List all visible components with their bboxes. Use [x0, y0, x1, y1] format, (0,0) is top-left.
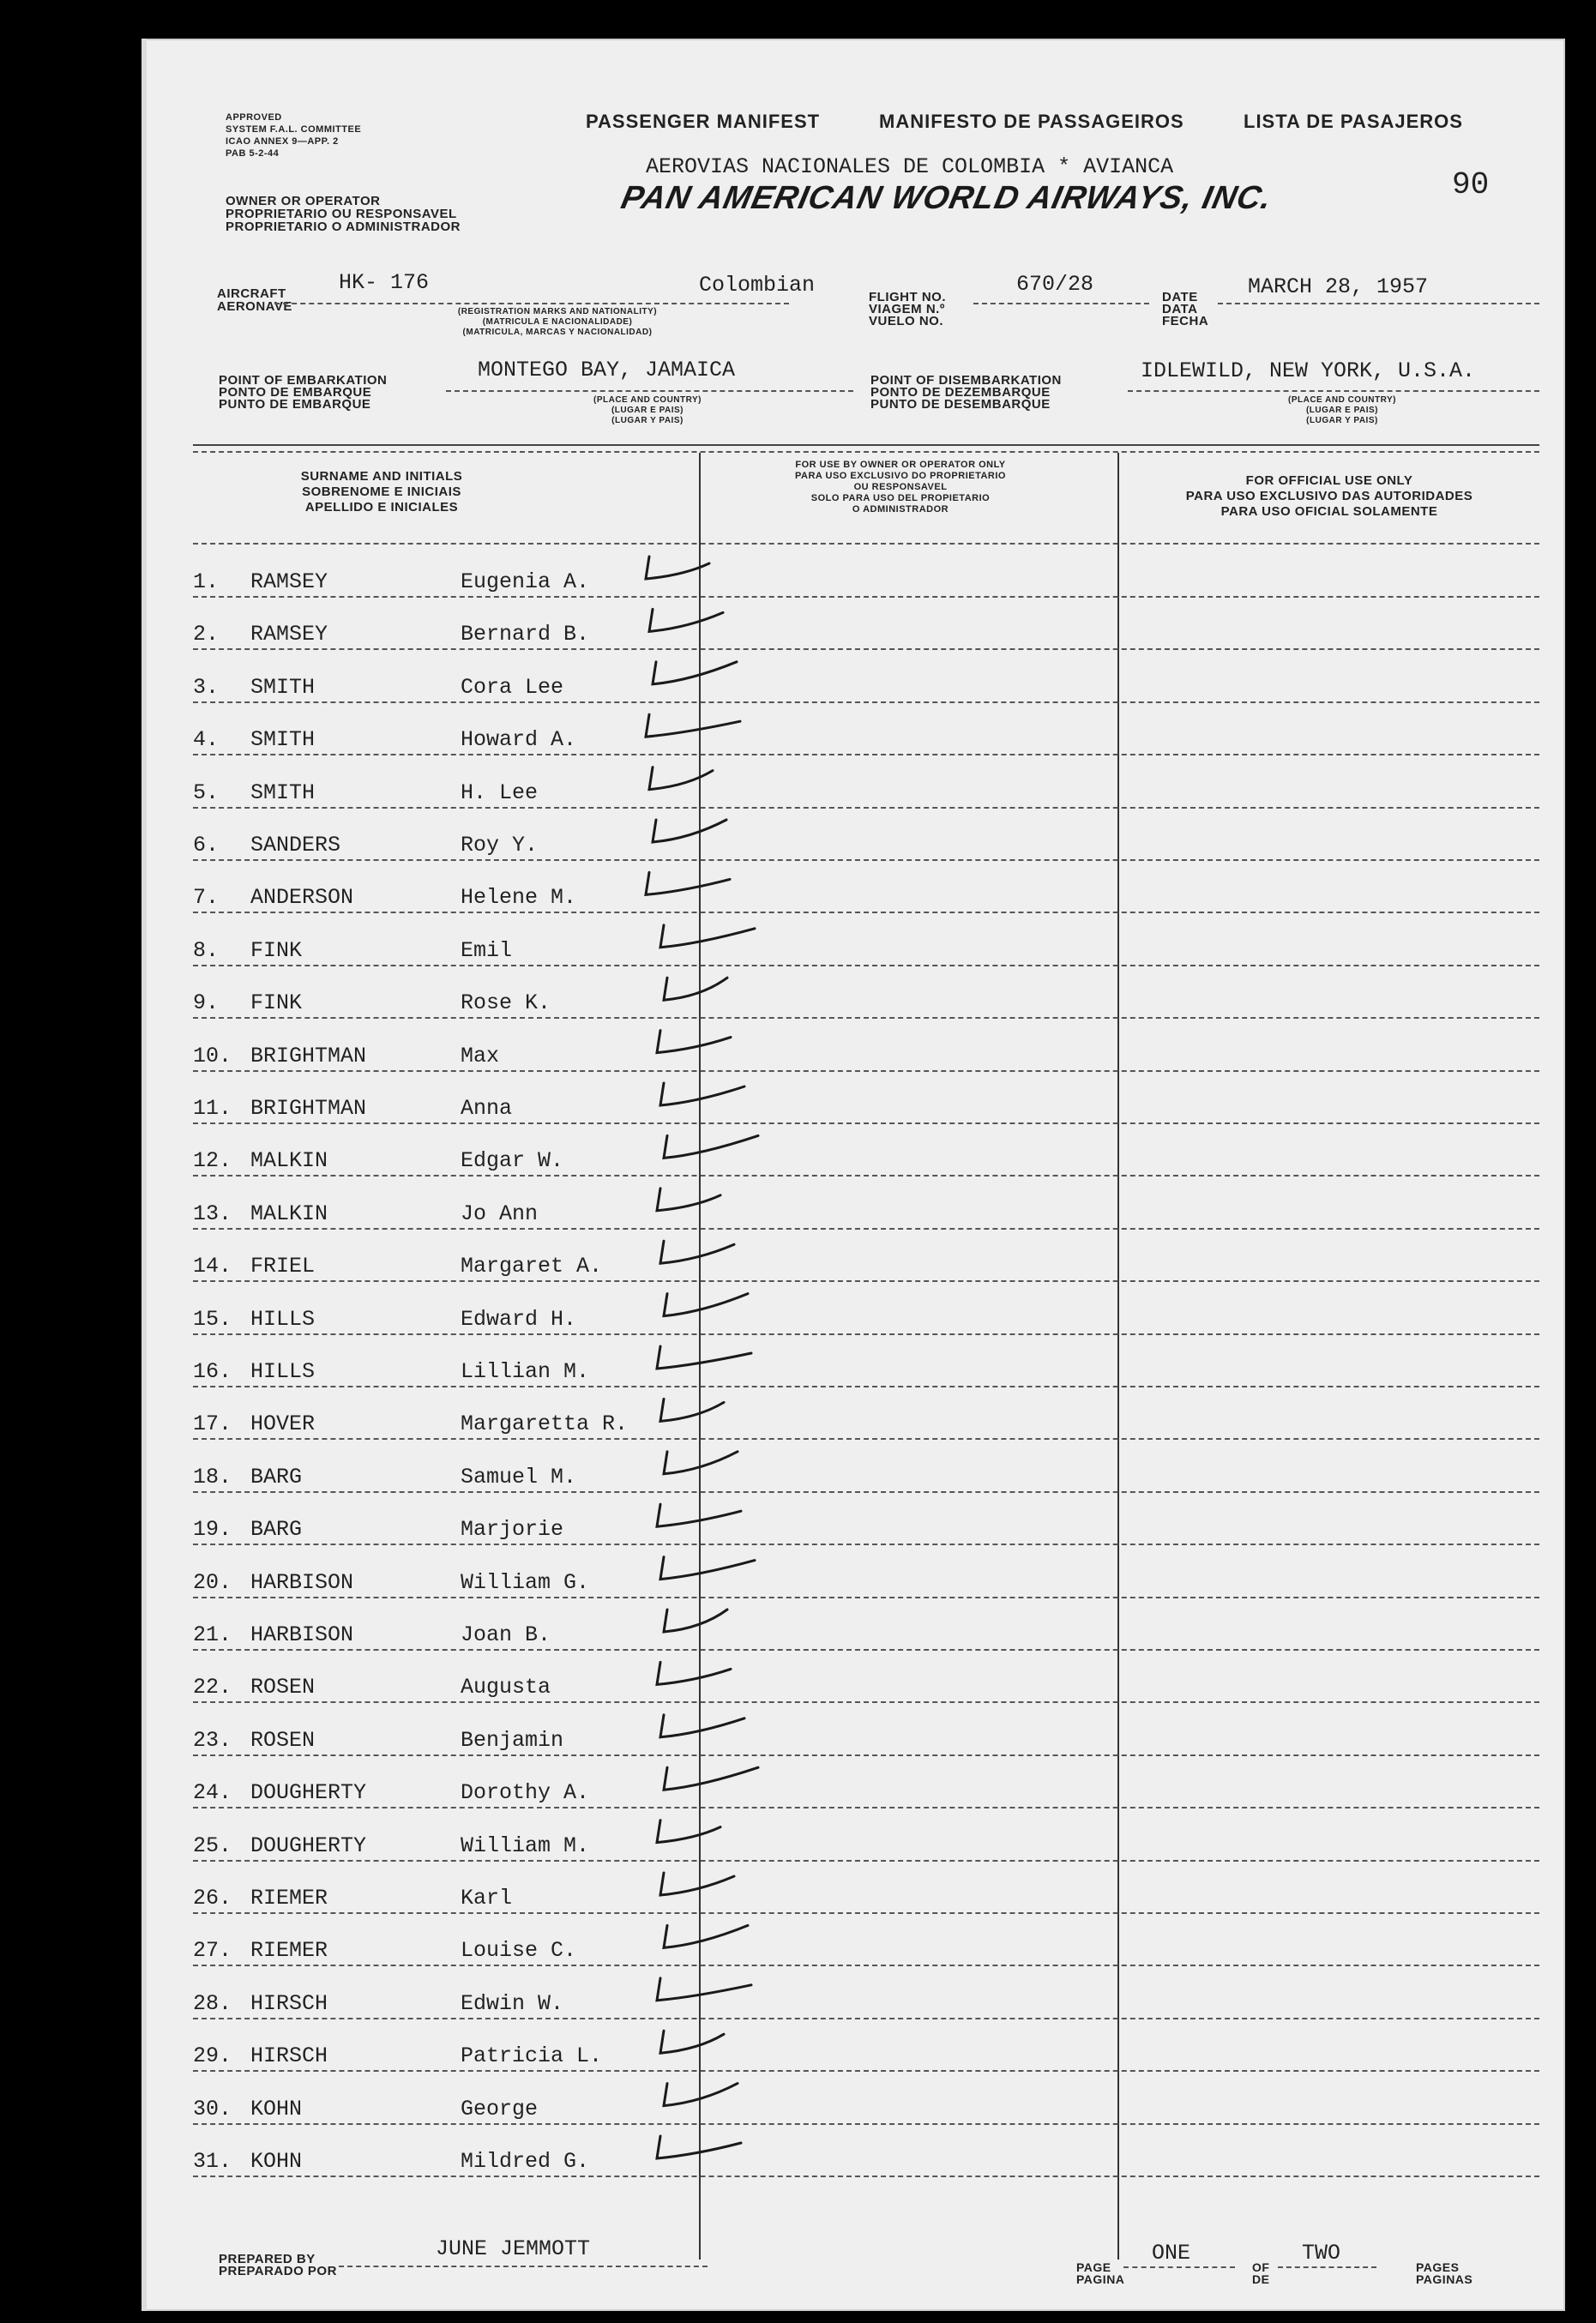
passenger-surname: SMITH: [250, 674, 316, 700]
check-mark: [657, 2136, 741, 2158]
passenger-surname: KOHN: [250, 2149, 303, 2174]
aircraft-sublabel: (REGISTRATION MARKS AND NATIONALITY): [457, 307, 658, 316]
passenger-number: 18.: [193, 1464, 232, 1489]
flight-label: FLIGHT NO.: [869, 290, 946, 304]
passenger-surname: BARG: [250, 1464, 303, 1489]
passenger-number: 4.: [193, 727, 220, 753]
passenger-surname: SANDERS: [250, 833, 341, 858]
of-label: DE: [1252, 2272, 1270, 2286]
date-label: DATA: [1162, 302, 1198, 316]
passenger-number: 9.: [193, 990, 220, 1016]
disembarkation-value: IDLEWILD, NEW YORK, U.S.A.: [1141, 358, 1476, 383]
passenger-number: 1.: [193, 569, 220, 594]
passenger-given-names: Dorothy A.: [461, 1780, 590, 1806]
check-mark: [660, 1715, 744, 1737]
passenger-given-names: Mildred G.: [461, 2149, 590, 2174]
passenger-given-names: Edgar W.: [461, 1148, 564, 1174]
passenger-surname: HILLS: [250, 1306, 316, 1332]
passenger-given-names: Margaret A.: [461, 1254, 603, 1279]
passenger-surname: ROSEN: [250, 1727, 316, 1753]
owner-use-header-line: OU RESPONSAVEL: [853, 482, 948, 492]
aircraft-nationality: Colombian: [699, 273, 816, 298]
passenger-given-names: Patricia L.: [461, 2043, 603, 2069]
passenger-surname: SMITH: [250, 779, 316, 805]
owner-label: PROPRIETARIO OU RESPONSAVEL: [226, 207, 457, 221]
passenger-given-names: Edward H.: [461, 1306, 577, 1332]
embarkation-sublabel: (LUGAR Y PAIS): [611, 416, 684, 425]
page-rule: [1123, 2266, 1235, 2268]
passenger-given-names: Bernard B.: [461, 622, 590, 647]
passenger-surname: RIEMER: [250, 1886, 328, 1911]
approval-line: SYSTEM F.A.L. COMMITTEE: [226, 124, 362, 135]
passenger-surname: BRIGHTMAN: [250, 1043, 367, 1068]
passenger-given-names: William G.: [461, 1569, 590, 1595]
passenger-surname: FINK: [250, 990, 303, 1016]
check-mark: [664, 1610, 727, 1632]
passenger-surname: MALKIN: [250, 1148, 328, 1174]
check-mark: [660, 2031, 724, 2053]
owner-label: OWNER OR OPERATOR: [226, 194, 381, 208]
passenger-given-names: Edwin W.: [461, 1990, 564, 2016]
owner-use-header-line: O ADMINISTRADOR: [852, 504, 949, 515]
check-mark: [664, 1135, 758, 1158]
check-mark: [649, 609, 723, 631]
embarkation-sublabel: (PLACE AND COUNTRY): [593, 395, 702, 405]
of-label: OF: [1252, 2260, 1270, 2274]
check-mark: [664, 1925, 748, 1947]
check-mark: [657, 1662, 731, 1684]
disembarkation-label: POINT OF DISEMBARKATION: [870, 373, 1062, 388]
passenger-number: 15.: [193, 1306, 232, 1332]
title-english: PASSENGER MANIFEST: [586, 111, 821, 132]
embarkation-label: PONTO DE EMBARQUE: [219, 385, 372, 400]
passenger-given-names: H. Lee: [461, 779, 539, 805]
passenger-number: 6.: [193, 833, 220, 858]
passenger-number: 11.: [193, 1096, 232, 1121]
official-header-line: PARA USO EXCLUSIVO DAS AUTORIDADES: [1185, 489, 1473, 503]
passenger-number: 21.: [193, 1622, 232, 1647]
title-spanish: LISTA DE PASAJEROS: [1244, 111, 1463, 132]
check-mark: [649, 767, 713, 790]
check-mark: [664, 2084, 738, 2106]
passenger-surname: HIRSCH: [250, 2043, 328, 2069]
aircraft-label: AERONAVE: [217, 299, 292, 314]
passenger-surname: ANDERSON: [250, 885, 354, 911]
flight-label: VIAGEM N.º: [869, 302, 945, 316]
passenger-number: 5.: [193, 779, 220, 805]
check-mark: [664, 978, 727, 1000]
official-header-line: PARA USO OFICIAL SOLAMENTE: [1220, 504, 1438, 519]
passenger-given-names: Howard A.: [461, 727, 577, 753]
disembarkation-label: PONTO DE DEZEMBARQUE: [870, 385, 1051, 400]
passenger-surname: BARG: [250, 1517, 303, 1543]
flight-number: 670/28: [1016, 272, 1094, 297]
passenger-number: 3.: [193, 674, 220, 700]
check-mark: [664, 1767, 758, 1790]
passenger-number: 29.: [193, 2043, 232, 2069]
prepared-labels: [219, 2254, 337, 2278]
check-mark: [660, 1399, 724, 1421]
embarkation-label: POINT OF EMBARKATION: [219, 373, 388, 388]
passenger-given-names: Joan B.: [461, 1622, 551, 1647]
passenger-surname: ROSEN: [250, 1675, 316, 1700]
passenger-given-names: Helene M.: [461, 885, 577, 911]
passenger-number: 19.: [193, 1517, 232, 1543]
approval-line: APPROVED: [226, 112, 282, 123]
passenger-surname: DOUGHERTY: [250, 1780, 367, 1806]
passenger-surname: RIEMER: [250, 1938, 328, 1964]
of-labels: [1252, 2261, 1269, 2285]
prepared-label: PREPARED BY: [219, 2252, 316, 2266]
prepared-label: PREPARADO POR: [219, 2264, 337, 2278]
passenger-number: 27.: [193, 1938, 232, 1964]
check-mark: [660, 1873, 734, 1895]
owner-use-header-line: PARA USO EXCLUSIVO DO PROPRIETARIO: [795, 471, 1006, 481]
check-mark: [653, 820, 726, 842]
passenger-given-names: Anna: [461, 1096, 513, 1121]
passenger-number: 23.: [193, 1727, 232, 1753]
official-header-line: FOR OFFICIAL USE ONLY: [1245, 473, 1413, 488]
check-mark: [657, 1820, 720, 1843]
passenger-given-names: Cora Lee: [461, 674, 564, 700]
page-label: PAGINA: [1076, 2272, 1125, 2286]
passenger-given-names: Karl: [461, 1886, 513, 1911]
names-header-line: SOBRENOME E INICIAIS: [302, 484, 461, 499]
passenger-number: 13.: [193, 1201, 232, 1226]
of-value: TWO: [1302, 2241, 1341, 2266]
disembarkation-sublabel: (PLACE AND COUNTRY): [1288, 395, 1396, 405]
check-marks: [142, 39, 1565, 2311]
operator-printed: PAN AMERICAN WORLD AIRWAYS, INC.: [617, 180, 1276, 216]
passenger-surname: DOUGHERTY: [250, 1833, 367, 1858]
passenger-given-names: William M.: [461, 1833, 590, 1858]
passenger-given-names: Louise C.: [461, 1938, 577, 1964]
check-mark: [657, 1504, 741, 1526]
passenger-given-names: Eugenia A.: [461, 569, 590, 594]
passenger-given-names: Lillian M.: [461, 1359, 590, 1384]
passenger-given-names: George: [461, 2096, 539, 2121]
prepared-by-value: JUNE JEMMOTT: [436, 2236, 591, 2261]
names-header-line: SURNAME AND INITIALS: [300, 469, 463, 484]
passenger-surname: RAMSEY: [250, 569, 328, 594]
passenger-surname: HOVER: [250, 1411, 316, 1437]
page-value: ONE: [1152, 2241, 1191, 2266]
disembarkation-sublabel: (LUGAR E PAIS): [1305, 406, 1379, 415]
pages-labels: [1416, 2261, 1473, 2285]
passenger-number: 30.: [193, 2096, 232, 2121]
passenger-number: 10.: [193, 1043, 232, 1068]
passenger-given-names: Max: [461, 1043, 500, 1068]
title-portuguese: MANIFESTO DE PASSAGEIROS: [879, 111, 1184, 132]
date-label: DATE: [1162, 290, 1198, 304]
owner-use-header-line: FOR USE BY OWNER OR OPERATOR ONLY: [795, 460, 1006, 470]
date-label: FECHA: [1162, 314, 1209, 328]
passenger-number: 7.: [193, 885, 220, 911]
passenger-number: 12.: [193, 1148, 232, 1174]
passenger-given-names: Augusta: [461, 1675, 551, 1700]
passenger-given-names: Marjorie: [461, 1517, 564, 1543]
check-mark: [660, 1241, 734, 1263]
pages-label: PAGINAS: [1416, 2272, 1473, 2286]
embarkation-value: MONTEGO BAY, JAMAICA: [478, 358, 736, 382]
passenger-given-names: Benjamin: [461, 1727, 564, 1753]
check-mark: [657, 1346, 751, 1369]
aircraft-sublabel: (MATRICULA, MARCAS Y NACIONALIDAD): [462, 328, 653, 337]
check-mark: [657, 1189, 720, 1211]
flight-label: VUELO NO.: [869, 314, 944, 328]
check-mark: [646, 714, 740, 737]
disembarkation-label: PUNTO DE DESEMBARQUE: [870, 397, 1051, 412]
owner-label: PROPRIETARIO O ADMINISTRADOR: [226, 220, 461, 234]
passenger-surname: BRIGHTMAN: [250, 1096, 367, 1121]
passenger-number: 16.: [193, 1359, 232, 1384]
passenger-number: 31.: [193, 2149, 232, 2174]
passenger-surname: HIRSCH: [250, 1990, 328, 2016]
passenger-number: 24.: [193, 1780, 232, 1806]
approval-line: ICAO ANNEX 9—APP. 2: [226, 136, 339, 147]
passenger-given-names: Jo Ann: [461, 1201, 539, 1226]
of-rule: [1278, 2266, 1376, 2268]
passenger-surname: FINK: [250, 937, 303, 963]
owner-use-header-line: SOLO PARA USO DEL PROPIETARIO: [810, 493, 991, 503]
page-labels: [1076, 2261, 1124, 2285]
page-label: PAGE: [1076, 2260, 1111, 2274]
passenger-number: 28.: [193, 1990, 232, 2016]
passenger-surname: HARBISON: [250, 1569, 354, 1595]
pages-label: PAGES: [1416, 2260, 1460, 2274]
passenger-given-names: Rose K.: [461, 990, 551, 1016]
aircraft-registration: HK- 176: [339, 270, 430, 295]
passenger-number: 25.: [193, 1833, 232, 1858]
passenger-given-names: Emil: [461, 937, 513, 963]
passenger-surname: KOHN: [250, 2096, 303, 2121]
passenger-surname: HILLS: [250, 1359, 316, 1384]
disembarkation-sublabel: (LUGAR Y PAIS): [1306, 416, 1378, 425]
passenger-number: 26.: [193, 1886, 232, 1911]
aircraft-sublabel: (MATRICULA E NACIONALIDADE): [482, 317, 633, 327]
check-mark: [653, 662, 737, 684]
passenger-number: 14.: [193, 1254, 232, 1279]
passenger-number: 22.: [193, 1675, 232, 1700]
passenger-number: 2.: [193, 622, 220, 647]
check-mark: [657, 1978, 751, 2001]
passenger-surname: RAMSEY: [250, 622, 328, 647]
embarkation-label: PUNTO DE EMBARQUE: [219, 397, 371, 412]
passenger-given-names: Margaretta R.: [461, 1411, 629, 1437]
manifest-sheet: [142, 39, 1565, 2311]
check-mark: [646, 872, 730, 894]
passenger-number: 20.: [193, 1569, 232, 1595]
check-mark: [660, 1557, 755, 1580]
check-mark: [664, 1294, 748, 1316]
check-mark: [657, 1031, 731, 1053]
page-number: 90: [1452, 167, 1490, 202]
passenger-surname: MALKIN: [250, 1201, 328, 1226]
passenger-given-names: Samuel M.: [461, 1464, 577, 1489]
aircraft-label: AIRCRAFT: [217, 286, 286, 301]
passenger-surname: HARBISON: [250, 1622, 354, 1647]
passenger-surname: FRIEL: [250, 1254, 316, 1279]
check-mark: [660, 925, 755, 948]
passenger-surname: SMITH: [250, 727, 316, 753]
prepared-rule: [339, 2266, 708, 2267]
operator-typed: AEROVIAS NACIONALES DE COLOMBIA * AVIANCA: [646, 154, 1174, 179]
check-mark: [646, 557, 709, 579]
passenger-given-names: Roy Y.: [461, 833, 539, 858]
embarkation-sublabel: (LUGAR E PAIS): [611, 406, 684, 415]
check-mark: [664, 1452, 738, 1474]
approval-line: PAB 5-2-44: [226, 148, 280, 159]
names-header-line: APELLIDO E INICIALES: [304, 500, 459, 515]
check-mark: [660, 1083, 744, 1105]
passenger-number: 17.: [193, 1411, 232, 1437]
date-value: MARCH 28, 1957: [1248, 274, 1429, 299]
passenger-number: 8.: [193, 937, 220, 963]
